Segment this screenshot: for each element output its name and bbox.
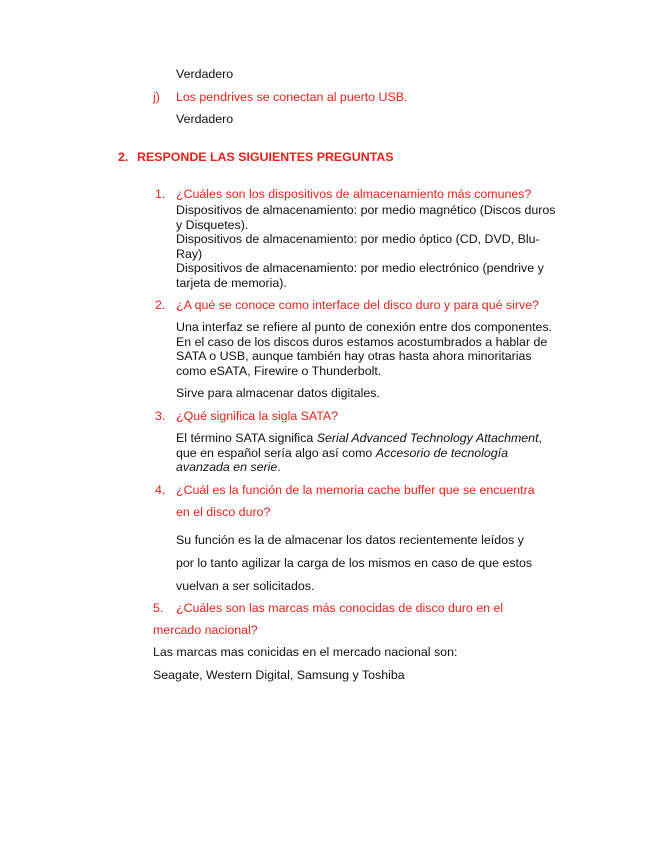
q4-answer-line: por lo tanto agilizar la carga de los mismos en caso de que estos [176, 556, 533, 570]
q3-translation: avanzada en serie [176, 460, 278, 474]
q2-answer-line: En el caso de los discos duros estamos acostumbrados a hablar de [176, 334, 548, 349]
q2-answer-line: como eSATA, Firewire o Thunderbolt. [176, 363, 382, 378]
q2-question: ¿A qué se conoce como interface del disco duro y para qué sirve? [176, 298, 539, 312]
q3-text: El término SATA significa [176, 431, 317, 445]
section-title: RESPONDE LAS SIGUIENTES PREGUNTAS [137, 150, 394, 164]
q4-answer-line: Su función es la de almacenar los datos recientemente leídos y [176, 533, 524, 547]
q3-number: 3. [155, 409, 166, 423]
q2-answer-line: SATA o USB, aunque también hay otras hasta ahora minoritarias [176, 349, 532, 363]
q5-answer-line: Las marcas mas conicidas en el mercado nacional son: [153, 645, 458, 659]
q4-number: 4. [155, 483, 166, 497]
q2-number: 2. [155, 298, 166, 312]
section-number: 2. [118, 150, 129, 164]
answer-j: Verdadero [176, 112, 234, 126]
q5-question-line: ¿Cuáles son las marcas más conocidas de disco duro en el [176, 601, 504, 615]
q3-answer-line [176, 431, 542, 446]
q2-answer [176, 320, 552, 378]
q1-answer-line: Dispositivos de almacenamiento: por medio óptico (CD, DVD, Blu- [176, 232, 540, 246]
q3-text: . [277, 460, 281, 474]
q2-answer-extra: Sirve para almacenar datos digitales. [176, 386, 380, 400]
q4-answer-line: vuelvan a ser solicitados. [176, 579, 315, 593]
q1-number: 1. [155, 187, 166, 201]
q2-answer-line: Una interfaz se refiere al punto de conexión entre dos componentes. [176, 320, 553, 334]
q1-answer-line: y Disquetes). [176, 217, 249, 232]
q3-term: Serial Advanced Technology Attachment [316, 431, 539, 445]
q3-text: que en español sería algo así como [176, 445, 376, 460]
q3-translation: Accesorio de tecnología [375, 445, 509, 460]
q4-question-line: ¿Cuál es la función de la memoria cache buffer que se encuentra [176, 483, 535, 497]
q4-question-line: en el disco duro? [176, 505, 271, 519]
q3-text: , [538, 431, 542, 445]
q3-answer-line [176, 446, 542, 461]
q1-answer-line: tarjeta de memoria). [176, 275, 287, 290]
q1-answer-line: Dispositivos de almacenamiento: por medio electrónico (pendrive y [176, 261, 544, 275]
answer-i: Verdadero [176, 67, 234, 81]
q5-number: 5. [153, 601, 164, 615]
q1-answer-line: Ray) [176, 246, 203, 261]
q1-question: ¿Cuáles son los dispositivos de almacenamiento más comunes? [176, 187, 532, 201]
q5-question-line: mercado nacional? [153, 623, 258, 637]
q3-answer [176, 431, 542, 475]
q5-answer-line: Seagate, Western Digital, Samsung y Toshiba [153, 668, 405, 682]
q3-question: ¿Qué significa la sigla SATA? [176, 409, 339, 423]
item-j-marker: j) [153, 90, 160, 104]
q3-answer-line [176, 460, 542, 475]
q1-answer-line: Dispositivos de almacenamiento: por medio magnético (Discos duros [176, 203, 556, 217]
q1-answer [176, 203, 555, 290]
item-j-question: Los pendrives se conectan al puerto USB. [176, 90, 408, 104]
